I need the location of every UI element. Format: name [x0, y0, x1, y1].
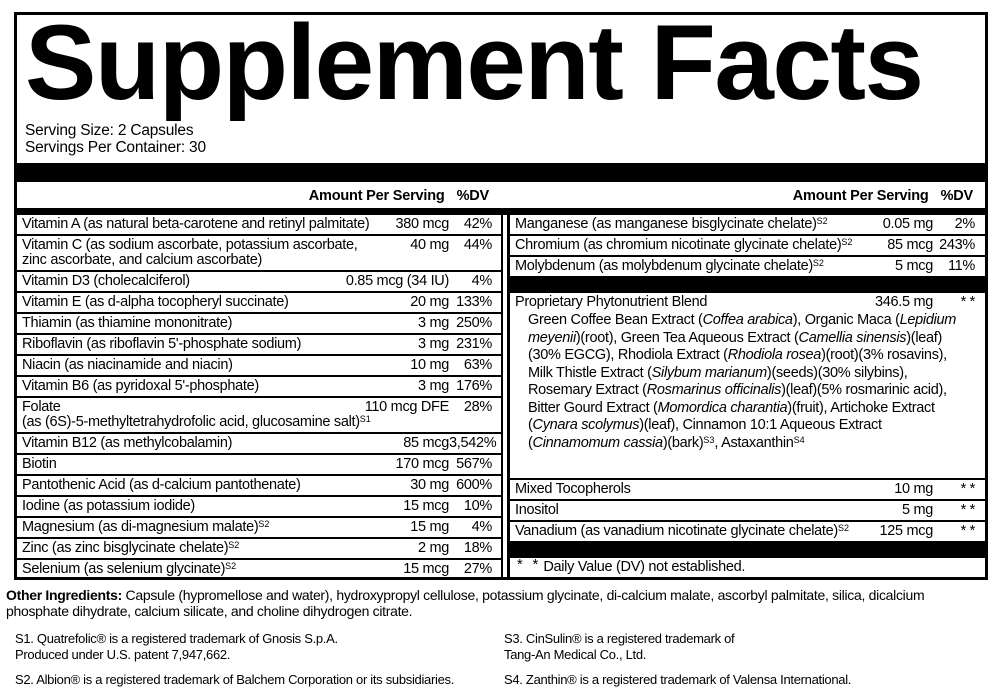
nutrient-dv: 600%	[456, 477, 492, 493]
row-vitamin-b12	[17, 432, 501, 453]
nutrient-amount: 10 mg	[894, 481, 933, 497]
nutrient-amount: 85 mcg	[403, 435, 449, 451]
row-proprietary-blend	[510, 291, 985, 478]
nutrient-name: Vitamin A (as natural beta-carotene and retinyl palmitate)	[22, 216, 370, 232]
nutrient-name-line2: (as (6S)-5-methyltetrahydrofolic acid, glucosamine salt)$^{S1}$	[22, 414, 371, 430]
footnote-s3	[504, 631, 990, 662]
row-biotin	[17, 453, 501, 474]
blend-description: Green Coffee Bean Extract (Coffea arabica), Organic Maca (Lepidium meyenii)(root), Green Tea Aqueous Extract (Camellia sinensis)(leaf)(30% EGCG), Rhodiola Extract (Rhodiola rosea)(root)(3% rosavins), Milk Thistle Extract (Silybum marianum)(seeds)(30% silybins), Rosemary Extract (Rosmarinus officinalis)(leaf)(5% rosmarinic acid), Bitter Gourd Extract (Momordica charantia)(fruit), Artichoke Extract (Cynara scolymus)(leaf), Cinnamon 10:1 Aqueous Extract (Cinnamomum cassia)(bark)$^{S3}$, Astaxanthin$^{S4}$	[528, 312, 957, 451]
blend-name: Proprietary Phytonutrient Blend	[515, 294, 708, 310]
footnote-column-right	[504, 631, 990, 688]
row-vitamin-b6	[17, 375, 501, 396]
nutrient-amount: 0.05 mg	[882, 216, 933, 232]
amount-per-serving-header: Amount Per Serving	[308, 188, 445, 204]
nutrient-amount: 15 mcg	[403, 561, 449, 577]
nutrient-dv: 4%	[471, 273, 492, 289]
other-ingredients-label: Other Ingredients:	[6, 587, 122, 603]
blend-dv: * *	[960, 294, 975, 310]
nutrient-amount: 30 mg	[410, 477, 449, 493]
nutrient-name: Manganese (as manganese bisglycinate chelate)$^{S2}$	[515, 216, 828, 232]
nutrient-dv: 133%	[456, 294, 492, 310]
row-vitamin-c	[17, 234, 501, 270]
row-vanadium	[510, 520, 985, 541]
dv-not-established-note	[510, 556, 985, 577]
nutrient-name: Vitamin D3 (cholecalciferol)	[22, 273, 190, 289]
footnote-column-left	[15, 631, 504, 688]
row-zinc	[17, 537, 501, 558]
nutrient-amount: 5 mg	[901, 502, 933, 518]
row-riboflavin	[17, 333, 501, 354]
nutrient-dv: 63%	[463, 357, 492, 373]
nutrient-name: Iodine (as potassium iodide)	[22, 498, 195, 514]
other-ingredients	[6, 587, 990, 619]
asterisk-marker: * *	[517, 557, 542, 573]
facts-panel	[14, 12, 988, 580]
row-manganese	[510, 215, 985, 234]
nutrient-dv: 4%	[471, 519, 492, 535]
footnote-s1	[15, 631, 492, 662]
nutrient-dv: 28%	[463, 399, 492, 415]
nutrient-name: Vanadium (as vanadium nicotinate glycinate chelate)$^{S2}$	[515, 523, 849, 539]
amount-per-serving-header: Amount Per Serving	[792, 188, 929, 204]
nutrient-amount: 85 mcg	[887, 237, 933, 253]
nutrient-amount: 2 mg	[417, 540, 449, 556]
nutrient-dv: 176%	[456, 378, 492, 394]
footnote-s4: S4. Zanthin® is a registered trademark of Valensa International.	[504, 672, 852, 687]
nutrient-name: Biotin	[22, 456, 57, 472]
blend-amount: 346.5 mg	[874, 294, 933, 310]
row-vitamin-a	[17, 215, 501, 234]
serving-size: Serving Size: 2 Capsules	[25, 122, 194, 139]
row-vitamin-d3	[17, 270, 501, 291]
nutrient-dv: 250%	[456, 315, 492, 331]
nutrient-amount: 3 mg	[417, 336, 449, 352]
right-column	[507, 215, 985, 577]
nutrient-dv: * *	[960, 523, 975, 539]
nutrient-amount: 40 mg	[410, 237, 449, 253]
nutrient-dv: 42%	[463, 216, 492, 232]
left-column	[17, 215, 503, 577]
row-thiamin	[17, 312, 501, 333]
row-pantothenic-acid	[17, 474, 501, 495]
divider-bar-thick	[17, 163, 985, 182]
nutrient-name: Molybdenum (as molybdenum glycinate chelate)$^{S2}$	[515, 258, 824, 274]
nutrient-amount: 170 mcg	[395, 456, 449, 472]
nutrient-amount: 20 mg	[410, 294, 449, 310]
nutrient-amount: 125 mcg	[879, 523, 933, 539]
nutrient-name: Folate	[22, 399, 61, 415]
nutrient-dv: 10%	[463, 498, 492, 514]
nutrient-dv: 18%	[463, 540, 492, 556]
divider-bar-thick	[510, 541, 985, 556]
nutrient-name: Vitamin C (as sodium ascorbate, potassium ascorbate,	[22, 237, 358, 253]
nutrient-dv: 3,542%	[449, 435, 497, 451]
nutrient-dv: * *	[960, 481, 975, 497]
nutrient-amount: 3 mg	[417, 378, 449, 394]
nutrient-dv: * *	[960, 502, 975, 518]
nutrient-name: Zinc (as zinc bisglycinate chelate)$^{S2}$	[22, 540, 240, 556]
nutrient-amount: 3 mg	[417, 315, 449, 331]
footnote-s1-line2: Produced under U.S. patent 7,947,662.	[15, 646, 231, 662]
nutrient-amount: 0.85 mcg (34 IU)	[345, 273, 449, 289]
row-niacin	[17, 354, 501, 375]
dv-header: %DV	[456, 188, 489, 204]
header-left	[17, 188, 497, 204]
other-ingredients-text: Capsule (hypromellose and water), hydroxypropyl cellulose, potassium glycinate, di-calcium malate, ascorbyl palmitate, silica, dicalcium phosphate dihydrate, calcium silicate, and choline dihydrogen citrate.	[6, 587, 925, 619]
nutrient-dv: 2%	[954, 216, 975, 232]
footnote-s1-line1: S1. Quatrefolic® is a registered trademark of Gnosis S.p.A.	[15, 631, 338, 646]
row-inositol	[510, 499, 985, 520]
nutrient-amount: 10 mg	[410, 357, 449, 373]
nutrient-name: Riboflavin (as riboflavin 5'-phosphate sodium)	[22, 336, 302, 352]
nutrient-dv: 44%	[463, 237, 492, 253]
header-right	[497, 188, 985, 204]
row-mixed-tocopherols	[510, 478, 985, 499]
nutrient-dv: 11%	[947, 258, 975, 274]
footnote-s3-line2: Tang-An Medical Co., Ltd.	[504, 646, 647, 662]
row-selenium	[17, 558, 501, 579]
row-chromium	[510, 234, 985, 255]
footnote-s3-line1: S3. CinSulin® is a registered trademark of	[504, 631, 735, 646]
row-iodine	[17, 495, 501, 516]
dv-header: %DV	[940, 188, 973, 204]
page-title: Supplement Facts	[25, 12, 923, 122]
nutrient-amount: 110 mcg DFE	[364, 399, 449, 415]
note-text: Daily Value (DV) not established.	[543, 559, 746, 575]
row-molybdenum	[510, 255, 985, 276]
row-magnesium	[17, 516, 501, 537]
nutrient-name: Mixed Tocopherols	[515, 481, 631, 497]
nutrient-name: Vitamin E (as d-alpha tocopheryl succinate)	[22, 294, 289, 310]
footnote-s2: S2. Albion® is a registered trademark of Balchem Corporation or its subsidiaries.	[15, 672, 455, 687]
nutrient-amount: 5 mcg	[895, 258, 933, 274]
column-headers	[17, 182, 985, 208]
nutrient-amount: 380 mcg	[395, 216, 449, 232]
nutrient-name: Vitamin B6 (as pyridoxal 5'-phosphate)	[22, 378, 259, 394]
divider-bar-thin	[17, 208, 985, 215]
servings-per-container: Servings Per Container: 30	[25, 138, 206, 156]
nutrient-name: Thiamin (as thiamine mononitrate)	[22, 315, 233, 331]
nutrient-amount: 15 mg	[410, 519, 449, 535]
nutrient-dv: 567%	[456, 456, 492, 472]
row-folate	[17, 396, 501, 432]
nutrient-dv: 27%	[463, 561, 492, 577]
nutrient-name: Chromium (as chromium nicotinate glycinate chelate)$^{S2}$	[515, 237, 853, 253]
nutrient-dv: 231%	[456, 336, 492, 352]
nutrient-name: Niacin (as niacinamide and niacin)	[22, 357, 233, 373]
footnotes	[15, 631, 990, 688]
nutrient-name: Pantothenic Acid (as d-calcium pantothenate)	[22, 477, 301, 493]
divider-bar-thick	[510, 276, 985, 291]
nutrient-name-line2: zinc ascorbate, and calcium ascorbate)	[22, 252, 263, 268]
row-vitamin-e	[17, 291, 501, 312]
nutrient-name: Inositol	[515, 502, 559, 518]
nutrient-columns	[17, 215, 985, 577]
nutrient-name: Selenium (as selenium glycinate)$^{S2}$	[22, 561, 237, 577]
nutrient-dv: 243%	[939, 237, 975, 253]
nutrient-amount: 15 mcg	[403, 498, 449, 514]
nutrient-name: Magnesium (as di-magnesium malate)$^{S2}$	[22, 519, 270, 535]
nutrient-name: Vitamin B12 (as methylcobalamin)	[22, 435, 233, 451]
